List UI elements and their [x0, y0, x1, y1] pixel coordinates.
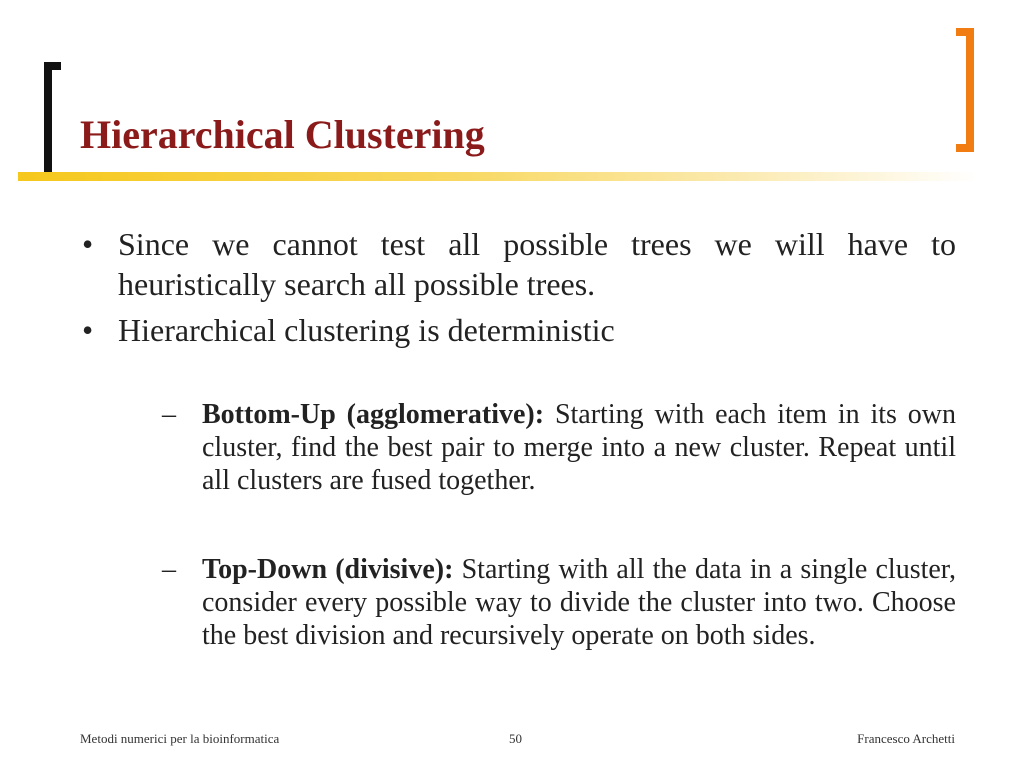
bullet-item	[80, 224, 956, 304]
sub-bullet-text: Starting with all the data in a single cluster, consider every possible way to divide the cluster into two. Choose the best division and recursively operate on both sides.	[202, 554, 956, 651]
footer-course-name: Metodi numerici per la bioinformatica	[80, 731, 280, 746]
sub-bullet-text: Starting with each item in its own cluster, find the best pair to merge into a new cluster. Repeat until all clusters are fused together.	[202, 399, 956, 496]
bullet-item	[80, 310, 956, 350]
slide-title: Hierarchical Clustering	[80, 112, 485, 157]
sub-bullet-top-down	[162, 553, 956, 652]
sub-bullet-bottom-up	[162, 398, 956, 497]
footer-author: Francesco Archetti	[857, 731, 955, 746]
sub-bullet-term: Top-Down (divisive):	[202, 554, 454, 585]
bullet-marker: •	[82, 226, 94, 262]
title-underline-rule	[18, 172, 978, 181]
slide-content	[80, 224, 956, 652]
bullet-text: Since we cannot test all possible trees we will have to heuristically search all possible trees.	[118, 226, 956, 302]
sub-bullet-marker: –	[162, 399, 176, 430]
footer-page-number: 50	[509, 731, 522, 746]
sub-bullet-term: Bottom-Up (agglomerative):	[202, 399, 545, 430]
right-bracket-decoration	[956, 28, 974, 152]
bullet-marker: •	[82, 312, 94, 348]
left-bracket-decoration	[44, 62, 61, 180]
sub-bullet-marker: –	[162, 554, 176, 585]
bullet-text: Hierarchical clustering is deterministic	[118, 312, 615, 348]
